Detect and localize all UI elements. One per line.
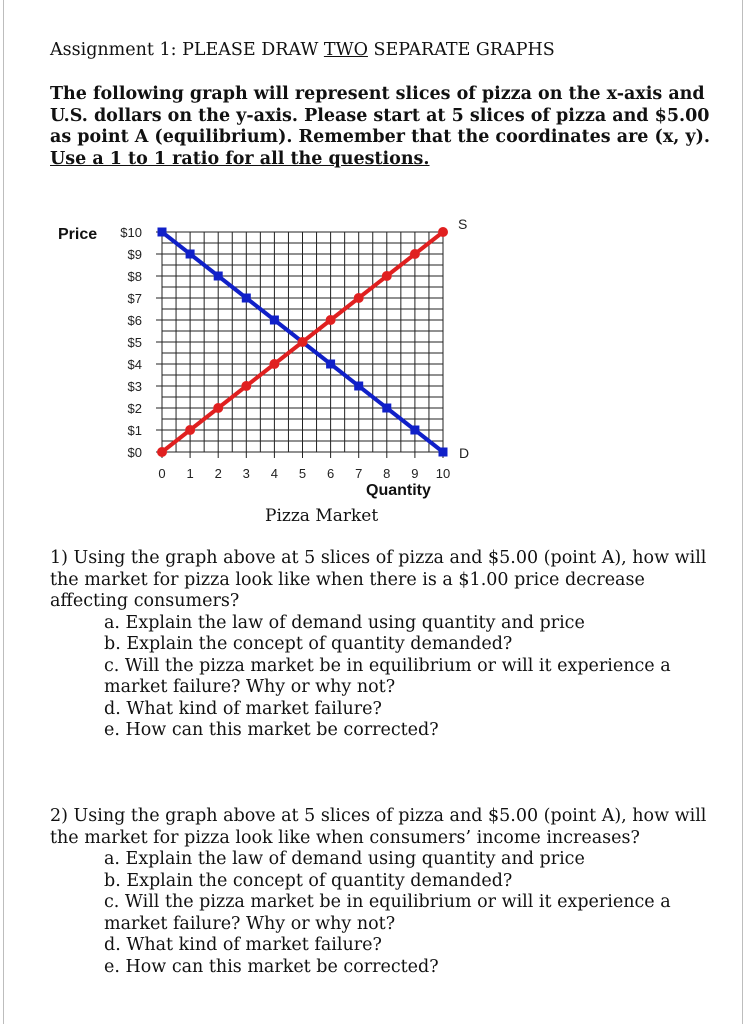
data-point-d	[186, 250, 195, 259]
pizza-market-chart	[0, 205, 480, 505]
x-tick-label: 5	[298, 466, 307, 481]
data-point-d	[354, 382, 363, 391]
question-1-item-d: d. What kind of market failure?	[104, 698, 382, 719]
x-tick-label: 0	[158, 466, 166, 481]
x-tick-label: 1	[186, 466, 194, 481]
data-point-s	[438, 227, 448, 237]
y-tick-label: $8	[127, 269, 142, 284]
x-tick-label: 9	[411, 466, 419, 481]
question-1-items	[50, 613, 710, 742]
y-tick-label: $3	[127, 379, 142, 394]
question-2-item-d: d. What kind of market failure?	[104, 935, 382, 955]
question-1-item-b: b. Explain the concept of quantity demanded?	[104, 634, 513, 654]
data-point-d	[326, 360, 335, 369]
intro-underlined-text: Use a 1 to 1 ratio for all the questions.	[50, 148, 430, 169]
question-1-text: 1) Using the graph above at 5 slices of pizza and $5.00 (point A), how will the market for pizza look like when there is a $1.00 price decrease affecting consumers?	[50, 548, 707, 611]
y-tick-label: $6	[127, 313, 142, 328]
title-suffix: SEPARATE GRAPHS	[367, 40, 555, 60]
supply-label: S	[458, 216, 468, 232]
data-point-s	[185, 425, 195, 435]
y-tick-label: $7	[127, 291, 142, 306]
data-point-d	[382, 404, 391, 413]
data-point-s	[213, 403, 223, 413]
chart-caption: Pizza Market	[265, 506, 379, 526]
x-axis-label: Quantity	[366, 482, 431, 499]
x-tick-label: 2	[214, 466, 222, 481]
question-2-item-c: c. Will the pizza market be in equilibrium or will it experience a market failure? Why or why not?	[104, 892, 671, 934]
question-1-item-c: c. Will the pizza market be in equilibrium or will it experience a market failure? Why or why not?	[104, 655, 671, 697]
question-2	[50, 806, 710, 978]
intro-text: The following graph will represent slices of pizza on the x-axis and U.S. dollars on the y-axis. Please start at 5 slices of pizza and $5.00 as point A (equilibrium). Remember that the coordinates are (x, y).	[50, 84, 710, 147]
y-axis-label: Price	[58, 226, 98, 243]
question-2-item-e: e. How can this market be corrected?	[104, 956, 439, 977]
question-1-item-a: a. Explain the law of demand using quantity and price	[104, 612, 585, 633]
title-prefix: Assignment 1: PLEASE DRAW	[50, 40, 324, 60]
data-point-d	[439, 448, 448, 457]
data-point-s	[241, 381, 251, 391]
title-emphasis: TWO	[323, 40, 368, 60]
y-tick-label: $5	[127, 335, 142, 350]
data-point-s	[354, 293, 364, 303]
question-1-item-e: e. How can this market be corrected?	[104, 720, 439, 740]
data-point-d	[242, 294, 251, 303]
data-point-d	[410, 426, 419, 435]
intro-paragraph	[50, 84, 710, 170]
y-tick-label: $1	[127, 423, 142, 438]
data-point-d	[270, 316, 279, 325]
question-2-items	[50, 849, 710, 978]
data-point-s	[157, 447, 167, 457]
y-tick-label: $4	[127, 357, 142, 372]
data-point-s	[382, 271, 392, 281]
question-1	[50, 548, 710, 742]
question-2-item-a: a. Explain the law of demand using quantity and price	[104, 849, 585, 869]
data-point-s	[326, 315, 336, 325]
y-tick-label: $9	[127, 247, 142, 262]
y-tick-label: $0	[127, 445, 142, 460]
assignment-title	[50, 40, 555, 60]
question-2-text: 2) Using the graph above at 5 slices of pizza and $5.00 (point A), how will the market for pizza look like when consumers’ income increases?	[50, 806, 707, 848]
x-tick-label: 3	[242, 466, 250, 481]
x-tick-label: 4	[270, 466, 279, 481]
data-point-s	[298, 337, 308, 347]
x-tick-label: 8	[383, 466, 391, 481]
data-point-s	[269, 359, 279, 369]
y-tick-label: $2	[127, 401, 142, 416]
y-tick-label: $10	[120, 225, 142, 240]
question-2-item-b: b. Explain the concept of quantity demanded?	[104, 870, 513, 891]
data-point-d	[158, 228, 167, 237]
data-point-d	[214, 272, 223, 281]
data-point-s	[410, 249, 420, 259]
x-tick-label: 10	[435, 466, 451, 481]
x-tick-label: 6	[326, 466, 335, 481]
x-tick-label: 7	[355, 466, 363, 481]
demand-label: D	[459, 445, 470, 461]
